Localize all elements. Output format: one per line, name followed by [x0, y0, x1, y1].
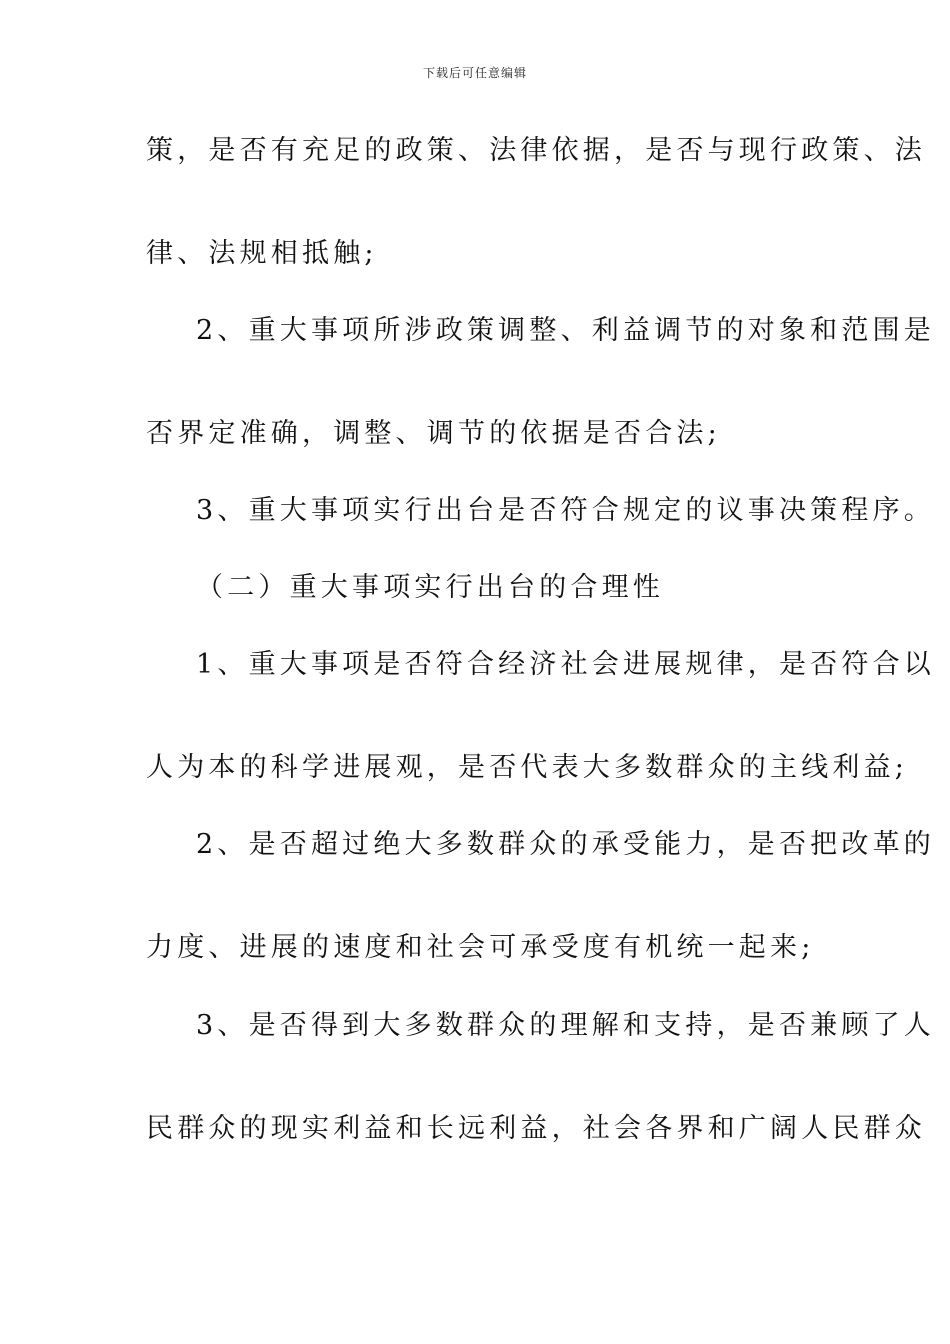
list-item-text: 2、重大事项所涉政策调整、利益调节的对象和范围是 — [196, 315, 935, 346]
list-item-text: 2、是否超过绝大多数群众的承受能力，是否把改革的 — [196, 829, 935, 860]
body-text-line: 否界定准确，调整、调节的依据是否合法; — [146, 418, 721, 449]
list-item-text: 3、重大事项实行出台是否符合规定的议事决策程序。 — [196, 495, 935, 526]
body-text-line: 策，是否有充足的政策、法律依据，是否与现行政策、法 — [146, 135, 926, 166]
body-text-line: 力度、进展的速度和社会可承受度有机统一起来; — [146, 932, 815, 963]
list-item-text: 1、重大事项是否符合经济社会进展规律，是否符合以 — [196, 649, 935, 680]
list-item-text: 3、是否得到大多数群众的理解和支持，是否兼顾了人 — [196, 1010, 935, 1041]
page-header: 下载后可任意编辑 — [422, 66, 527, 80]
section-heading: （二）重大事项实行出台的合理性 — [196, 572, 664, 603]
body-text-line: 律、法规相抵触; — [146, 238, 378, 269]
body-text-line: 民群众的现实利益和长远利益，社会各界和广阔人民群众 — [146, 1113, 926, 1144]
body-text-line: 人为本的科学进展观，是否代表大多数群众的主线利益; — [146, 752, 909, 783]
